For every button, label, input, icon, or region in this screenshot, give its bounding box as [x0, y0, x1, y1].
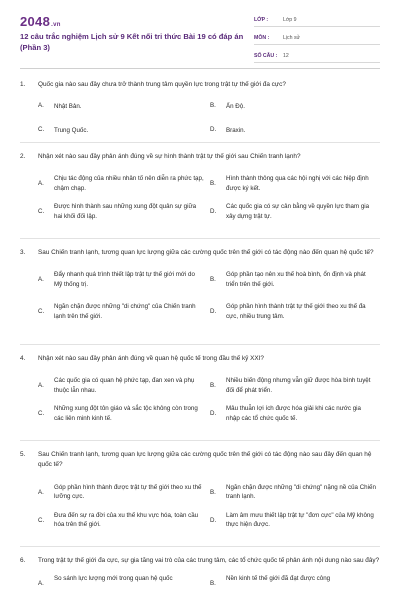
question-number: 1. — [20, 81, 26, 88]
option-letter: A. — [38, 180, 44, 188]
question-text: Sau Chiến tranh lạnh, tương quan lực lượng giữa các cường quốc trên thế giới có tác động nào đến quan hệ quốc tế? — [38, 249, 374, 256]
question-number: 2. — [20, 153, 26, 160]
question-5 — [20, 450, 380, 543]
question-text: Nhận xét nào sau đây phản ánh đúng về sự hình thành trật tự thế giới sau Chiến tranh lạnh? — [38, 153, 301, 160]
option-text: Góp phần hình thành trật tự thế giới theo xu thế đa cực, nhiều trung tâm. — [226, 303, 366, 320]
option-text: Đưa đến sự ra đời của xu thế khu vực hóa, toàn cầu hóa trên thế giới. — [54, 511, 199, 529]
options-list — [20, 479, 380, 543]
option-text: Hình thành thông qua các hội nghị với các hiệp định được ký kết. — [226, 175, 369, 192]
option-letter: D. — [210, 308, 217, 316]
option-letter: C. — [38, 410, 45, 418]
option-text: Các quốc gia có quan hệ phức tạp, đan xen và phụ thuộc lẫn nhau. — [54, 377, 195, 394]
options-list — [20, 98, 380, 142]
question-divider — [20, 546, 380, 547]
question-divider — [20, 238, 380, 239]
option-letter: D. — [210, 516, 217, 524]
option-letter: A. — [38, 382, 44, 390]
question-stem — [20, 80, 380, 90]
question-text: Quốc gia nào sau đây chưa trở thành trung tâm quyền lực trong trật tự thế giới đa cực? — [38, 81, 286, 88]
option-text: Trung Quốc. — [54, 127, 89, 135]
question-1 — [20, 80, 380, 142]
question-3 — [20, 248, 380, 336]
meta-question-count — [254, 50, 380, 63]
options-list — [20, 170, 380, 234]
option-text: Braxin. — [226, 127, 246, 135]
option-letter: A. — [38, 488, 44, 496]
document-meta — [254, 14, 380, 68]
option-text: Ngăn chặn được những "di chứng" nặng nề của Chiến tranh lạnh. — [226, 483, 376, 501]
question-stem — [20, 248, 380, 258]
question-stem — [20, 152, 380, 162]
option-text: Nhiều biến động nhưng vẫn giữ được hòa bình tuyệt đối để phát triển. — [226, 377, 371, 394]
meta-label: LỚP : — [254, 17, 269, 23]
options-list — [20, 266, 380, 336]
meta-label: MÔN : — [254, 35, 270, 41]
site-logo[interactable] — [20, 14, 61, 29]
option-letter: C. — [38, 308, 45, 316]
option-text: Nhật Bản. — [54, 103, 82, 111]
option-text: Ngăn chặn được những "di chứng" của Chiến tranh lạnh trên thế giới. — [54, 303, 196, 320]
option-text: So sánh lực lượng mới trong quan hệ quốc — [54, 575, 173, 583]
question-number: 3. — [20, 249, 26, 256]
question-2 — [20, 152, 380, 234]
option-letter: B. — [210, 102, 216, 110]
option-letter: C. — [38, 208, 45, 216]
option-text: Góp phần hình thành được trật tự thế giới theo xu thế lưỡng cực. — [54, 483, 202, 501]
question-text: Trong trật tự thế giới đa cực, sự gia tăng vai trò của các trung tâm, các tổ chức quốc tế phản ánh nội dung nào sau đây? — [38, 557, 380, 564]
meta-value: 12 — [283, 53, 289, 59]
logo-suffix: .vn — [51, 22, 61, 28]
question-4 — [20, 354, 380, 436]
option-letter: B. — [210, 382, 216, 390]
meta-value: Lịch sử — [283, 35, 301, 41]
option-text: Những xung đột tôn giáo và sắc tộc không còn trong các liên minh kinh tế. — [54, 405, 198, 422]
question-6 — [20, 556, 380, 594]
logo-text: 2048 — [20, 14, 51, 29]
question-text: Sau Chiến tranh lạnh, tương quan lực lượng giữa các cường quốc trên thế giới có tác động nào sau đây đến quan hệ quốc tế? — [38, 451, 372, 469]
question-text: Nhận xét nào sau đây phản ánh đúng về quan hệ quốc tế trong đầu thế kỷ XXI? — [38, 355, 264, 362]
header-divider — [20, 68, 380, 69]
option-letter: D. — [210, 208, 217, 216]
option-text: Các quốc gia có sự cân bằng về quyền lực tham gia xây dựng trật tự. — [226, 203, 370, 220]
question-number: 5. — [20, 451, 26, 458]
question-divider — [20, 142, 380, 143]
option-text: Đẩy nhanh quá trình thiết lập trật tự thế giới mới do Mỹ thống trị. — [54, 271, 195, 288]
option-text: Mâu thuẫn lợi ích được hóa giải khi các nước gia nhập các tổ chức quốc tế. — [226, 405, 361, 422]
option-letter: C. — [38, 516, 45, 524]
option-letter: D. — [210, 126, 217, 134]
option-text: Chịu tác động của nhiều nhân tố nên diễn ra phức tạp, chậm chạp. — [54, 175, 204, 192]
question-divider — [20, 344, 380, 345]
document-header — [0, 0, 400, 64]
options-list — [20, 372, 380, 436]
options-list — [20, 574, 380, 594]
question-divider — [20, 440, 380, 441]
meta-label: SỐ CÂU : — [254, 53, 278, 59]
option-letter: C. — [38, 126, 45, 134]
option-letter: B. — [210, 180, 216, 188]
option-letter: B. — [210, 488, 216, 496]
meta-grade — [254, 14, 380, 27]
option-text: Làm âm mưu thiết lập trật tự "đơn cực" của Mỹ không thực hiện được. — [226, 511, 374, 529]
option-letter: A. — [38, 102, 44, 110]
question-number: 4. — [20, 355, 26, 362]
question-stem — [20, 450, 380, 471]
question-number: 6. — [20, 557, 26, 564]
question-stem — [20, 354, 380, 364]
option-text: Nền kinh tế thế giới đã đạt được công — [226, 575, 331, 583]
option-text: Ấn Độ. — [226, 103, 245, 111]
page-title: 12 câu trắc nghiệm Lịch sử 9 Kết nối tri thức Bài 19 có đáp án (Phần 3) — [20, 32, 244, 52]
option-letter: A. — [38, 580, 44, 588]
meta-value: Lớp 9 — [283, 17, 297, 23]
option-letter: B. — [210, 580, 216, 588]
option-letter: B. — [210, 276, 216, 284]
option-text: Góp phần tạo nên xu thế hoà bình, ổn định và phát triển trên thế giới. — [226, 271, 366, 288]
question-stem — [20, 556, 380, 566]
option-text: Được hình thành sau những xung đột quân sự giữa hai khối đối lập. — [54, 203, 197, 220]
option-letter: D. — [210, 410, 217, 418]
meta-subject — [254, 32, 380, 45]
option-letter: A. — [38, 276, 44, 284]
